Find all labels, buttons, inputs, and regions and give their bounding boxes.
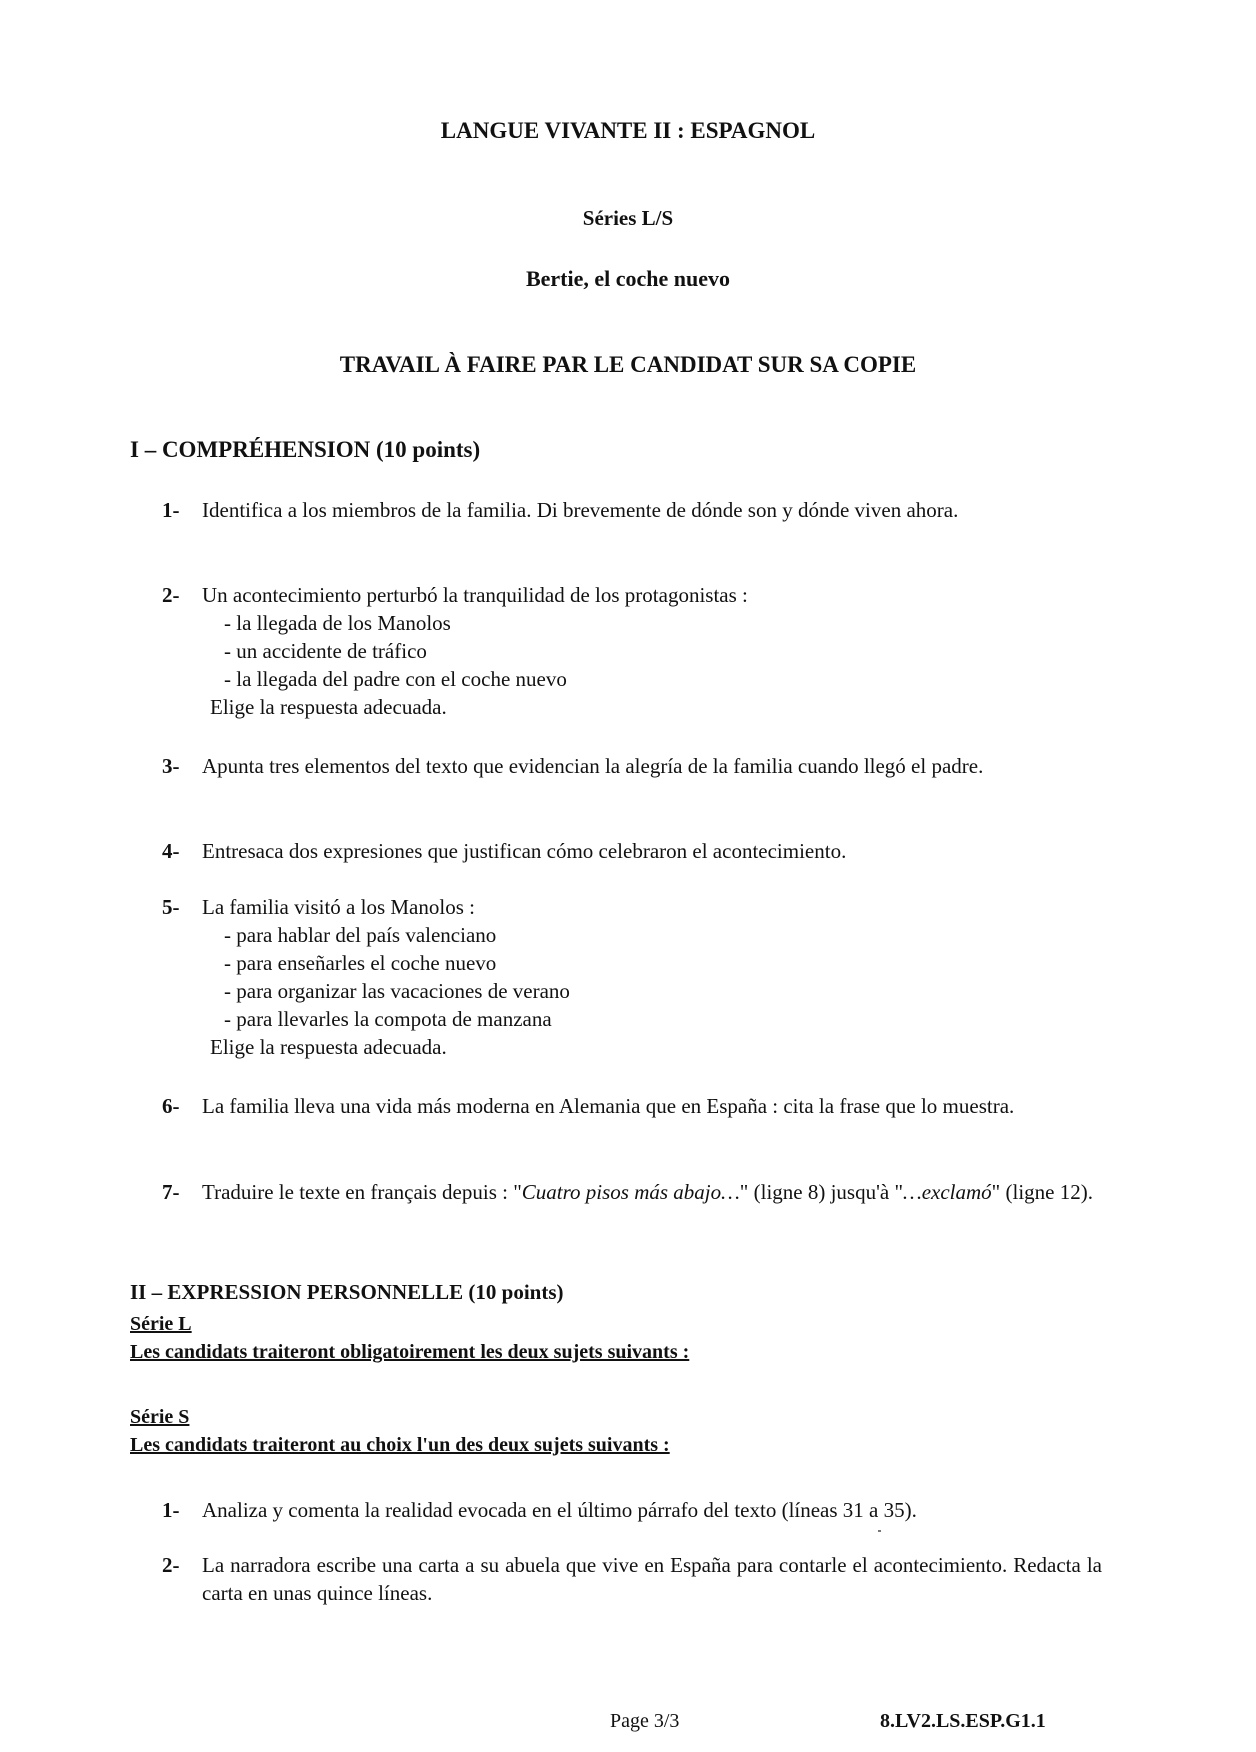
answer-option: - la llegada del padre con el coche nuevo [224, 667, 567, 691]
question-text: Entresaca dos expresiones que justifican cómo celebraron el acontecimiento. [202, 839, 847, 863]
question-5 [162, 893, 1102, 1061]
question-text: Analiza y comenta la realidad evocada en el último párrafo del texto (líneas 31 a 35). [202, 1498, 917, 1522]
question-number: 2- [162, 1553, 180, 1577]
question-text: La narradora escribe una carta a su abuela que vive en España para contarle el acontecimiento. Redacta la carta en unas quince líneas. [202, 1553, 1102, 1605]
answer-option: - para hablar del país valenciano [224, 923, 497, 947]
section-expression-title: II – EXPRESSION PERSONNELLE (10 points) [130, 1280, 564, 1304]
question-number: 2- [162, 583, 180, 607]
question-text: Identifica a los miembros de la familia. Di brevemente de dónde son y dónde viven ahora. [202, 498, 959, 522]
expression-question-1 [162, 1496, 1102, 1524]
series-label: Séries L/S [582, 206, 674, 230]
page-number: Page 3/3 [610, 1710, 680, 1732]
question-tail: Elige la respuesta adecuada. [210, 1035, 447, 1059]
question-number: 7- [162, 1180, 180, 1204]
serie-l-label: Série L [130, 1313, 192, 1335]
question-1 [162, 496, 1102, 524]
question-number: 1- [162, 1498, 180, 1522]
question-text: Un acontecimiento perturbó la tranquilidad de los protagonistas : [202, 583, 748, 607]
text-title: Bertie, el coche nuevo [525, 266, 731, 291]
document-code: 8.LV2.LS.ESP.G1.1 [880, 1710, 1046, 1732]
answer-option: - la llegada de los Manolos [224, 611, 451, 635]
answer-option: - para llevarles la compota de manzana [224, 1007, 552, 1031]
quoted-phrase: Cuatro pisos más abajo… [521, 1180, 740, 1204]
answer-option: - para enseñarles el coche nuevo [224, 951, 497, 975]
question-number: 1- [162, 498, 180, 522]
question-number: 5- [162, 895, 180, 919]
question-text: La familia visitó a los Manolos : [202, 895, 475, 919]
answer-option: - un accidente de tráfico [224, 639, 427, 663]
question-text: La familia lleva una vida más moderna en Alemania que en España : cita la frase que lo muestra. [202, 1094, 1015, 1118]
exam-title: LANGUE VIVANTE II : ESPAGNOL [440, 118, 816, 143]
question-text [202, 1178, 1102, 1206]
question-tail: Elige la respuesta adecuada. [210, 695, 447, 719]
question-4 [162, 837, 1102, 865]
section-comprehension-title: I – COMPRÉHENSION (10 points) [130, 437, 481, 462]
instructions-heading: TRAVAIL À FAIRE PAR LE CANDIDAT SUR SA COPIE [339, 352, 917, 377]
scan-speck [878, 1530, 881, 1532]
text-segment: " (ligne 8) jusqu'à " [739, 1180, 904, 1204]
serie-s-rule: Les candidats traiteront au choix l'un des deux sujets suivants : [130, 1434, 670, 1456]
text-segment: " (ligne 12). [991, 1180, 1093, 1204]
question-number: 4- [162, 839, 180, 863]
serie-l-rule: Les candidats traiteront obligatoirement les deux sujets suivants : [130, 1341, 690, 1363]
expression-question-2 [162, 1551, 1102, 1607]
quoted-phrase: …exclamó [903, 1180, 992, 1204]
question-number: 3- [162, 754, 180, 778]
question-6 [162, 1092, 1102, 1120]
serie-s-label: Série S [130, 1406, 190, 1428]
question-number: 6- [162, 1094, 180, 1118]
text-segment: Traduire le texte en français depuis : " [202, 1180, 522, 1204]
question-7 [162, 1178, 1102, 1206]
question-3 [162, 752, 1102, 780]
answer-option: - para organizar las vacaciones de verano [224, 979, 570, 1003]
question-text: Apunta tres elementos del texto que evidencian la alegría de la familia cuando llegó el padre. [202, 754, 984, 778]
question-2 [162, 581, 1102, 721]
